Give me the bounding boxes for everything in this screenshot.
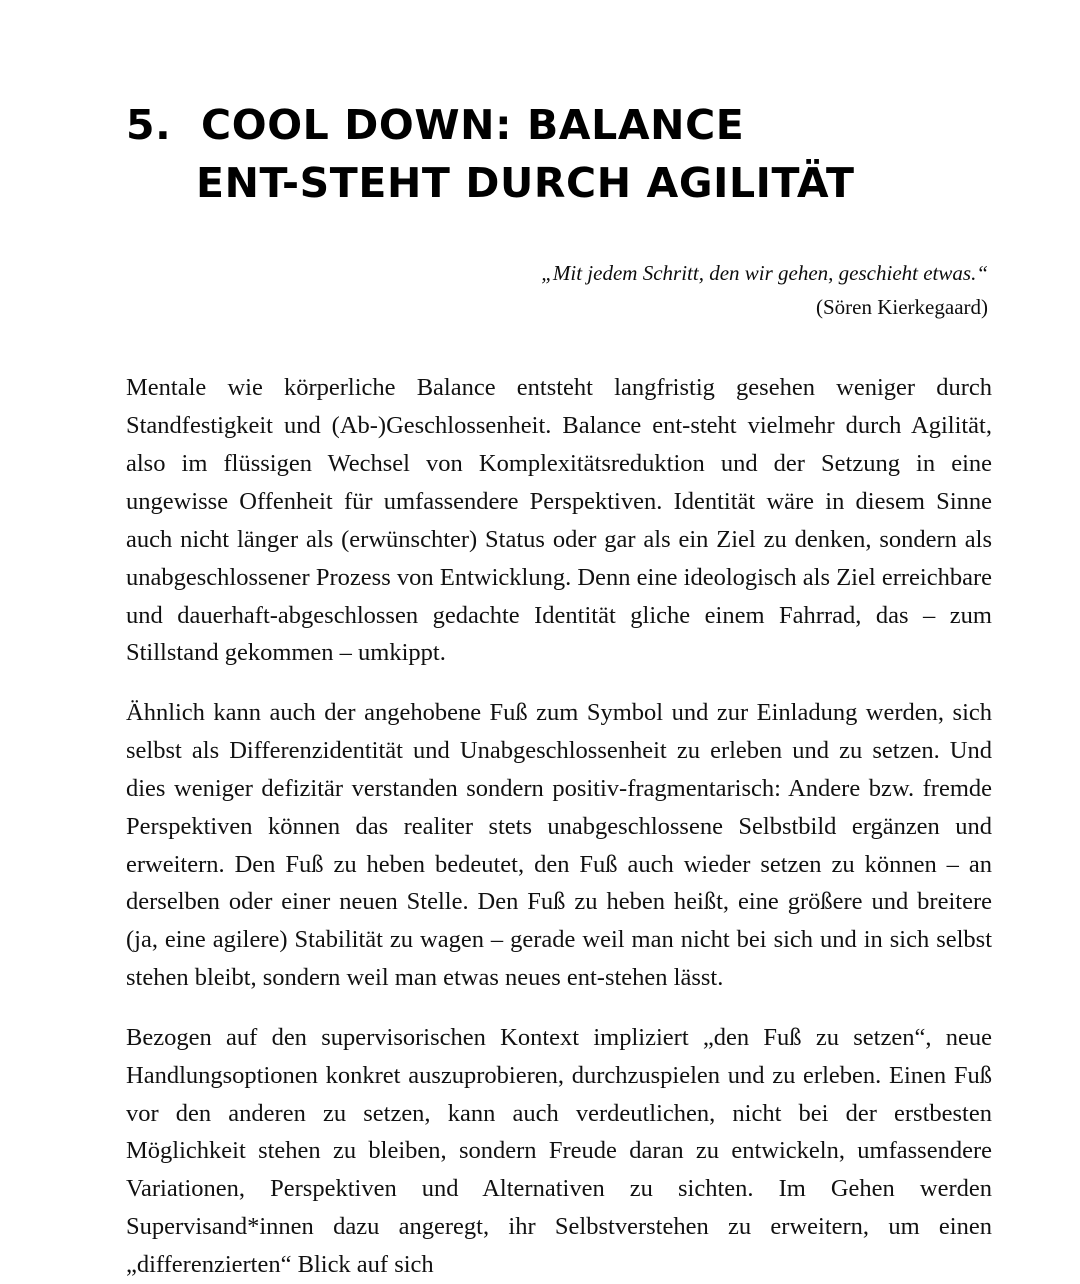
paragraph: Bezogen auf den supervisorischen Kontext impliziert „den Fuß zu setzen“, neue Handlungsoptionen konkret auszuprobieren, durchzuspielen und zu erleben. Einen Fuß vor den anderen zu setzen, kann auch verdeutlichen, nicht bei der erstbesten Möglichkeit stehen zu bleiben, sondern Freude daran zu entwickeln, umfassendere Variationen, Perspektiven und Alternativen zu sichten. Im Gehen werden Supervisand*innen dazu angeregt, ihr Selbstverstehen zu erweitern, um einen „differenzierten“ Blick auf sich	[126, 1023, 992, 1278]
page-title-line-2: ENT-STEHT DURCH AGILITÄT	[196, 159, 855, 208]
epigraph-text: „Mit jedem Schritt, den wir gehen, geschieht etwas.“	[541, 261, 988, 286]
paragraph: Mentale wie körperliche Balance entsteht langfristig gesehen weniger durch Standfestigkeit und (Ab-)Geschlossenheit. Balance ent-steht vielmehr durch Agilität, also im flüssigen Wechsel von Komplexitätsreduktion und der Setzung in eine ungewisse Offenheit für umfassendere Perspektiven. Identität wäre in diesem Sinne auch nicht länger als (erwünschter) Status oder gar als ein Ziel zu denken, sondern als unabgeschlossener Prozess von Entwicklung. Denn eine ideologisch als Ziel erreichbare und dauerhaft-abgeschlossen gedachte Identität gliche einem Fahrrad, das – zum Stillstand gekommen – umkippt.	[126, 374, 992, 667]
page-title	[126, 96, 992, 212]
epigraph	[126, 258, 992, 323]
epigraph-author: (Sören Kierkegaard)	[816, 294, 988, 319]
body-text	[126, 369, 992, 1283]
paragraph: Ähnlich kann auch der angehobene Fuß zum Symbol und zur Einladung werden, sich selbst als Differenzidentität und Unabgeschlossenheit zu erleben und zu setzen. Und dies weniger defizitär verstanden sondern positiv-fragmentarisch: Andere bzw. fremde Perspektiven können das realiter stets unabgeschlossene Selbstbild ergänzen und erweitern. Den Fuß zu heben bedeutet, den Fuß auch wieder setzen zu können – an derselben oder einer neuen Stelle. Den Fuß zu heben heißt, eine größere und breitere (ja, eine agilere) Stabilität zu wagen – gerade weil man nicht bei sich und in sich selbst stehen bleibt, sondern weil man etwas neues ent-stehen lässt.	[126, 699, 992, 992]
page-title-line-1: 5. COOL DOWN: BALANCE	[126, 101, 745, 149]
